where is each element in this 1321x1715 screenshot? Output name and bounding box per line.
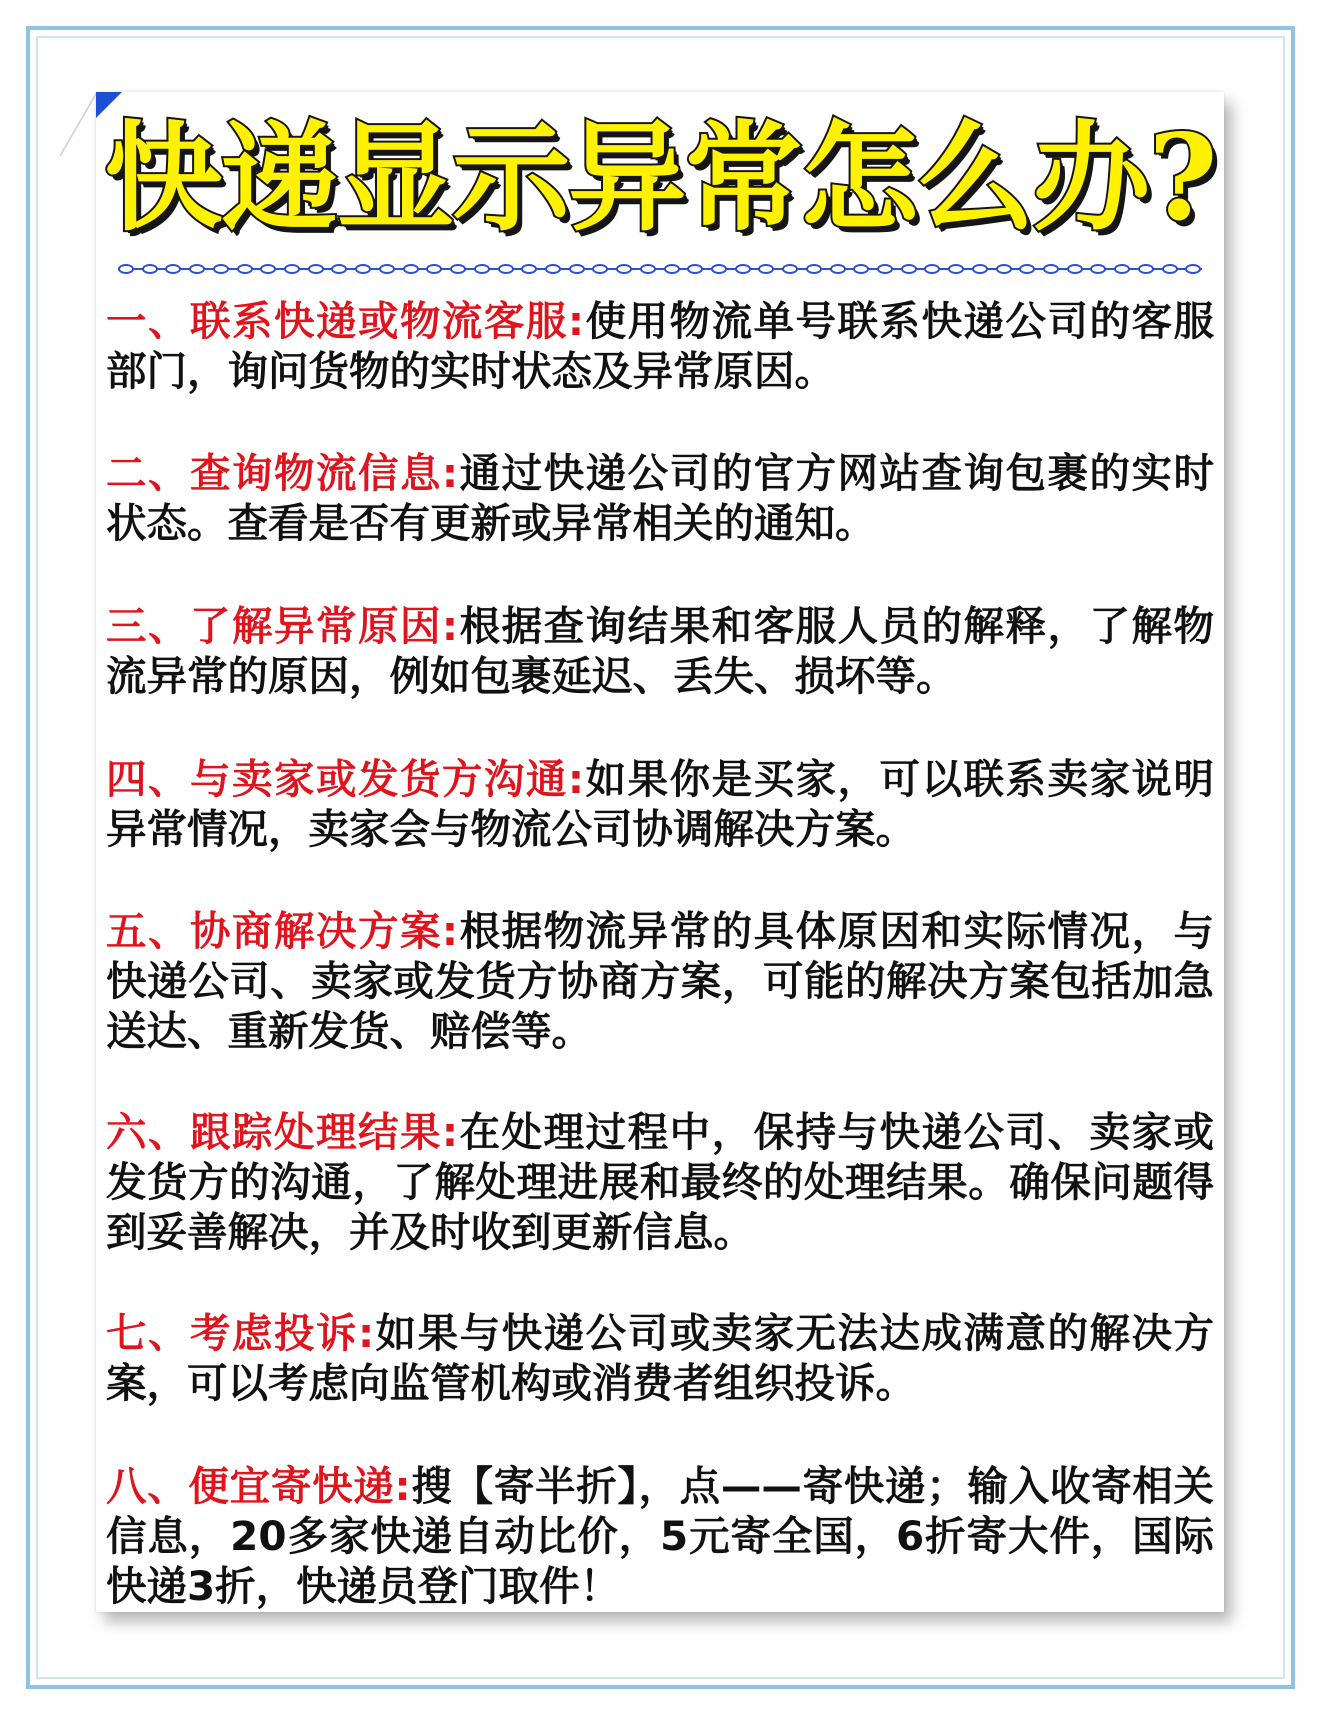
divider-dot [996, 264, 1012, 274]
section-7 [106, 1308, 1214, 1408]
divider-dot [948, 264, 964, 274]
divider-dot [308, 264, 324, 274]
section-text: 使用物流单号联系快递公司的客服部门，询问货物的实时状态及异常原因。 [106, 297, 1214, 395]
divider-dot [782, 264, 798, 274]
divider-dot [189, 264, 205, 274]
divider-dot [498, 264, 514, 274]
section-text: 通过快递公司的官方网站查询包裹的实时状态。查看是否有更新或异常相关的通知。 [106, 449, 1214, 547]
section-heading: 八、便宜寄快递: [106, 1462, 411, 1510]
divider-dot [924, 264, 940, 274]
page-title: 快递显示异常怎么办? [104, 108, 1216, 247]
divider-dot [877, 264, 893, 274]
divider-dot [379, 264, 395, 274]
section-8 [106, 1461, 1214, 1611]
divider-dot [142, 264, 158, 274]
divider-dot [853, 264, 869, 274]
divider-dot [1114, 264, 1130, 274]
section-heading: 七、考虑投诉: [106, 1309, 375, 1357]
section-5 [106, 906, 1214, 1056]
section-text: 搜【寄半折】，点——寄快递；输入收寄相关信息，20多家快递自动比价，5元寄全国，6折寄大件，国际快递3折，快递员登门取件！ [106, 1462, 1215, 1610]
divider-dot [569, 264, 585, 274]
divider-dot [1162, 264, 1178, 274]
section-text: 在处理过程中，保持与快递公司、卖家或发货方的沟通，了解处理进展和最终的处理结果。确保问题得到妥善解决，并及时收到更新信息。 [106, 1108, 1214, 1256]
section-text: 如果与快递公司或卖家无法达成满意的解决方案，可以考虑向监管机构或消费者组织投诉。 [106, 1309, 1214, 1407]
divider-dot [758, 264, 774, 274]
divider-dot [664, 264, 680, 274]
divider-dot [972, 264, 988, 274]
divider-dot [450, 264, 466, 274]
divider-dot [237, 264, 253, 274]
section-text: 根据查询结果和客服人员的解释，了解物流异常的原因，例如包裹延迟、丢失、损坏等。 [106, 602, 1214, 700]
divider-dot [284, 264, 300, 274]
dotted-divider [118, 263, 1202, 275]
divider-dot [521, 264, 537, 274]
section-text: 根据物流异常的具体原因和实际情况，与快递公司、卖家或发货方协商方案，可能的解决方案包括加急送达、重新发货、赔偿等。 [106, 907, 1214, 1055]
divider-dot [331, 264, 347, 274]
divider-dot [545, 264, 561, 274]
section-1 [106, 296, 1214, 396]
section-2 [106, 448, 1214, 548]
divider-dot [1138, 264, 1154, 274]
divider-dot [118, 264, 134, 274]
section-heading: 四、与卖家或发货方沟通: [106, 755, 585, 803]
divider-dot [426, 264, 442, 274]
section-6 [106, 1107, 1214, 1257]
divider-dot [711, 264, 727, 274]
divider-dot [1019, 264, 1035, 274]
divider-dot [1090, 264, 1106, 274]
divider-dot [403, 264, 419, 274]
section-3 [106, 601, 1214, 701]
section-heading: 六、跟踪处理结果: [106, 1108, 459, 1156]
section-heading: 五、协商解决方案: [106, 907, 459, 955]
divider-dot [165, 264, 181, 274]
divider-dot [355, 264, 371, 274]
divider-dot [687, 264, 703, 274]
divider-dot [1185, 264, 1201, 274]
divider-dot [640, 264, 656, 274]
divider-dot [735, 264, 751, 274]
section-heading: 二、查询物流信息: [106, 449, 459, 497]
divider-dot [1067, 264, 1083, 274]
section-heading: 三、了解异常原因: [106, 602, 459, 650]
divider-dot [1043, 264, 1059, 274]
divider-dot [806, 264, 822, 274]
section-4 [106, 754, 1214, 854]
section-heading: 一、联系快递或物流客服: [106, 297, 585, 345]
section-text: 如果你是买家，可以联系卖家说明异常情况，卖家会与物流公司协调解决方案。 [106, 755, 1214, 853]
divider-dot [213, 264, 229, 274]
divider-dot [260, 264, 276, 274]
divider-dot [616, 264, 632, 274]
divider-dot [830, 264, 846, 274]
divider-dot [901, 264, 917, 274]
divider-dot [474, 264, 490, 274]
divider-dot [592, 264, 608, 274]
